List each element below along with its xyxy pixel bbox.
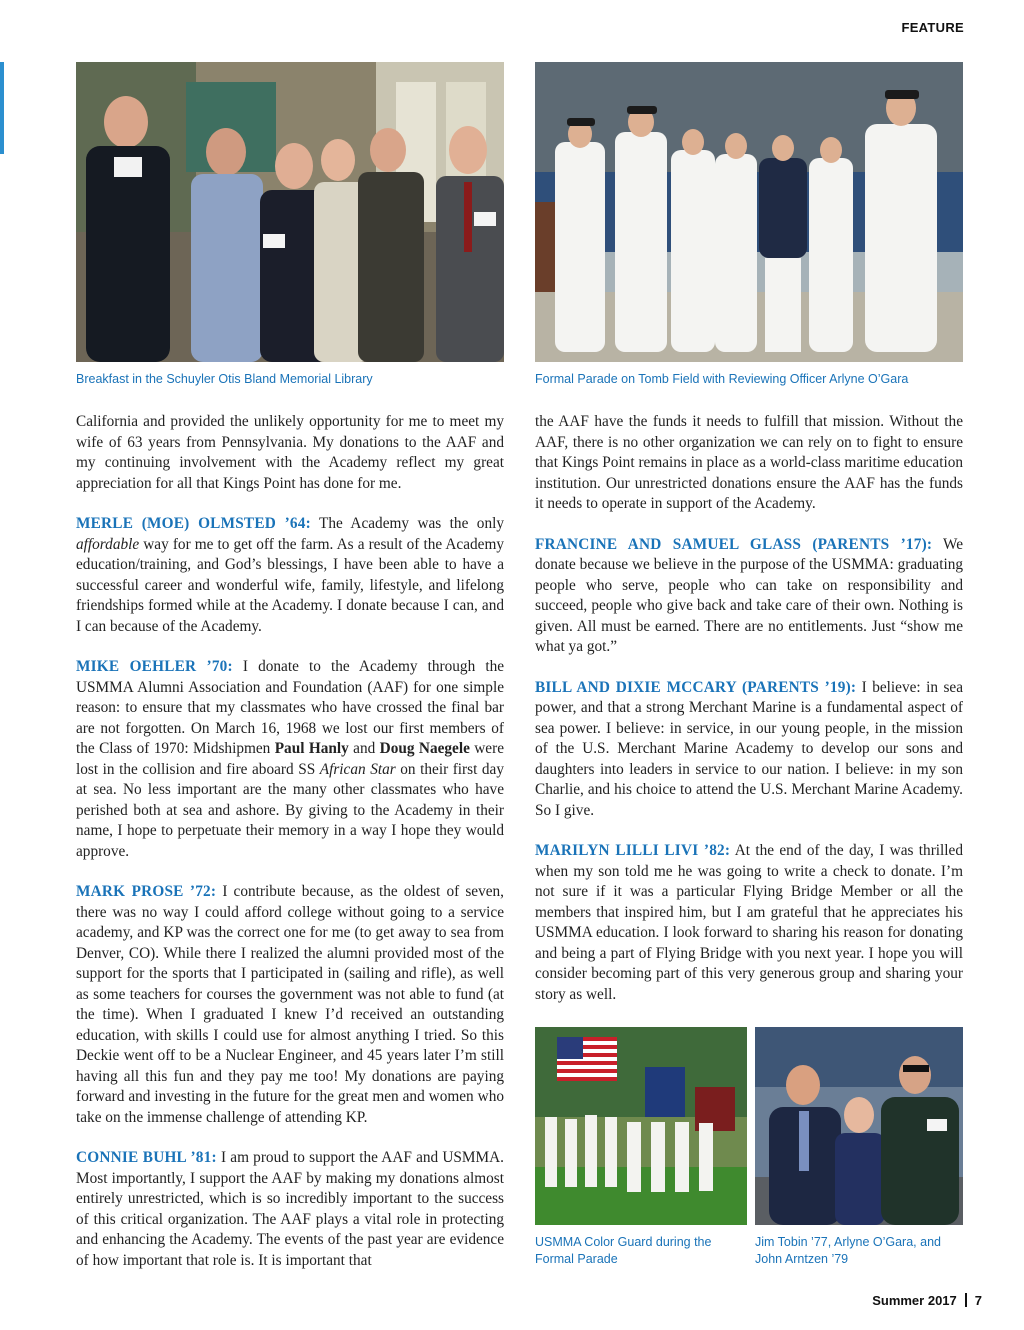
photo-formal-parade [535,62,963,362]
text-column-right [535,412,963,1025]
paragraph-intro-left: California and provided the unlikely opportunity for me to meet my wife of 63 years from Pennsylvania. My donations to the AAF and my continuing involvement with the Academy reflect my great appreciation for all that Kings Point has done for me. [76,413,504,492]
testimonial-name: MERLE (MOE) OLMSTED ’64: [76,515,311,532]
testimonial-mccary [535,678,963,822]
page-number: 7 [974,1293,982,1308]
edge-accent-bar [0,62,4,154]
testimonial-name: CONNIE BUHL ’81: [76,1149,217,1166]
testimonial-livi [535,841,963,1005]
testimonial-text: were lost in the collision and fire aboard SS [76,740,504,778]
testimonial-text: I donate to the Academy through the USMMA Alumni Association and Foundation (AAF) for one simple reason: to ensure that my classmates who have crossed the final bar are not forgotten. On March 16, 1968 we lost our first members of the Class of 1970: Midshipmen [76,658,505,757]
page-footer [872,1293,982,1308]
testimonial-prose [76,882,504,1128]
testimonial-text: on their first day at sea. No less important are the many other classmates who have perished both at sea and ashore. By giving to the Academy in their name, I hope to perpetuate their memory in a way I hope they would approve. [76,760,504,860]
testimonial-name: MARK PROSE ’72: [76,883,217,900]
testimonial-name: MARILYN LILLI LIVI ’82: [535,842,731,859]
text-column-left [76,412,504,1291]
photo-tobin-ogara-arntzen [755,1027,963,1225]
caption-color-guard-photo: USMMA Color Guard during the Formal Parade [535,1235,712,1266]
testimonial-glass [535,535,963,658]
testimonial-text: way for me to get off the farm. As a result of the Academy education/training, and God’s blessings, I have been able to have a successful career and wonderful wife, family, lifestyle, and lifelong friendships formed while at the Academy. I donate because I can, and I can because of the Academy. [76,535,504,635]
testimonial-buhl [76,1148,504,1271]
caption-tobin-photo: Jim Tobin ’77, Arlyne O’Gara, and John Arntzen ’79 [755,1235,941,1266]
ship-name: African Star [319,760,396,778]
testimonial-text: At the end of the day, I was thrilled when my son told me he was going to write a check to donate. I’m not sure if it was a particular Flying Bridge Member or all the members that inspired him, but I am grateful that he appreciates his USMMA education. I look forward to sharing his reason for donating and being a part of Flying Bridge with you next year. I hope you will consider becoming part of this very generous group and sharing your story as well. [535,842,963,1003]
testimonial-name: FRANCINE AND SAMUEL GLASS (PARENTS ’17): [535,535,933,553]
paragraph-intro-right: the AAF have the funds it needs to fulfill that mission. Without the AAF, there is no other organization we can rely on to fight to ensure that Kings Point remains in place as a world-class maritime education institution. Our unrestricted donations ensure the AAF has the funds it needs to operate in support of the Academy. [535,413,963,512]
section-label: FEATURE [901,20,964,35]
testimonial-text: I am proud to support the AAF and USMMA. Most importantly, I support the AAF by making my donations almost entirely unrestricted, which is so incredibly important to the success of this critical organization. The AAF plays a vital role in protecting and enhancing the Academy. The events of the past year are evidence of how important that role is. It is important that [76,1149,504,1269]
testimonial-text: The Academy was the only [310,515,504,532]
photo-color-guard [535,1027,747,1225]
caption-breakfast-photo: Breakfast in the Schuyler Otis Bland Memorial Library [76,372,373,386]
photo-breakfast-library [76,62,504,362]
bold-name: Doug Naegele [379,740,470,757]
testimonial-name: MIKE OEHLER ’70: [76,658,233,675]
testimonial-name: BILL AND DIXIE MCCARY (PARENTS ’19): [535,678,857,696]
emphasis-text: affordable [76,535,140,553]
testimonial-olmsted [76,514,504,637]
testimonial-text: I believe: in sea power, and that a strong Merchant Marine is a fundamental aspect of sea power. I believe: in service, in our young people, in the mission of the U.S. Merchant Marine Academy to develop our sons and daughters into leaders in service to our nation. I believe: in my son Charlie, and his choice to attend the U.S. Merchant Marine Academy. So I give. [535,678,963,819]
caption-parade-photo: Formal Parade on Tomb Field with Reviewing Officer Arlyne O’Gara [535,372,909,386]
issue-label: Summer 2017 [872,1293,957,1308]
footer-divider [965,1293,967,1307]
bold-name: Paul Hanly [274,740,349,757]
testimonial-text: I contribute because, as the oldest of seven, there was no way I could afford college without going to a service academy, and KP was the correct one for me (to get away to sea from Denver, CO). While there I realized the alumni provided most of the support for the sports that I participated in (sailing and rifle), as well as some teachers for courses the government was not able to fund (at the time). When I graduated I knew I’d received an outstanding education, with skills I could use for almost anything I tried. So this Deckie went off to be a Nuclear Engineer, and 45 years later I’m still having all this fun and they pay me too! My donations are paying forward and investing in the future for the great men and women who take on the immense challenge of attending KP. [76,883,504,1126]
testimonial-text: We donate because we believe in the purpose of the USMMA: graduating people who serve, people who can take on responsibility and succeed, people who give back and take care of their own. Nothing is given. All must be earned. There are no entitlements. Just “show me what ya got.” [535,535,963,655]
testimonial-oehler [76,657,504,862]
testimonial-text: and [348,740,380,757]
